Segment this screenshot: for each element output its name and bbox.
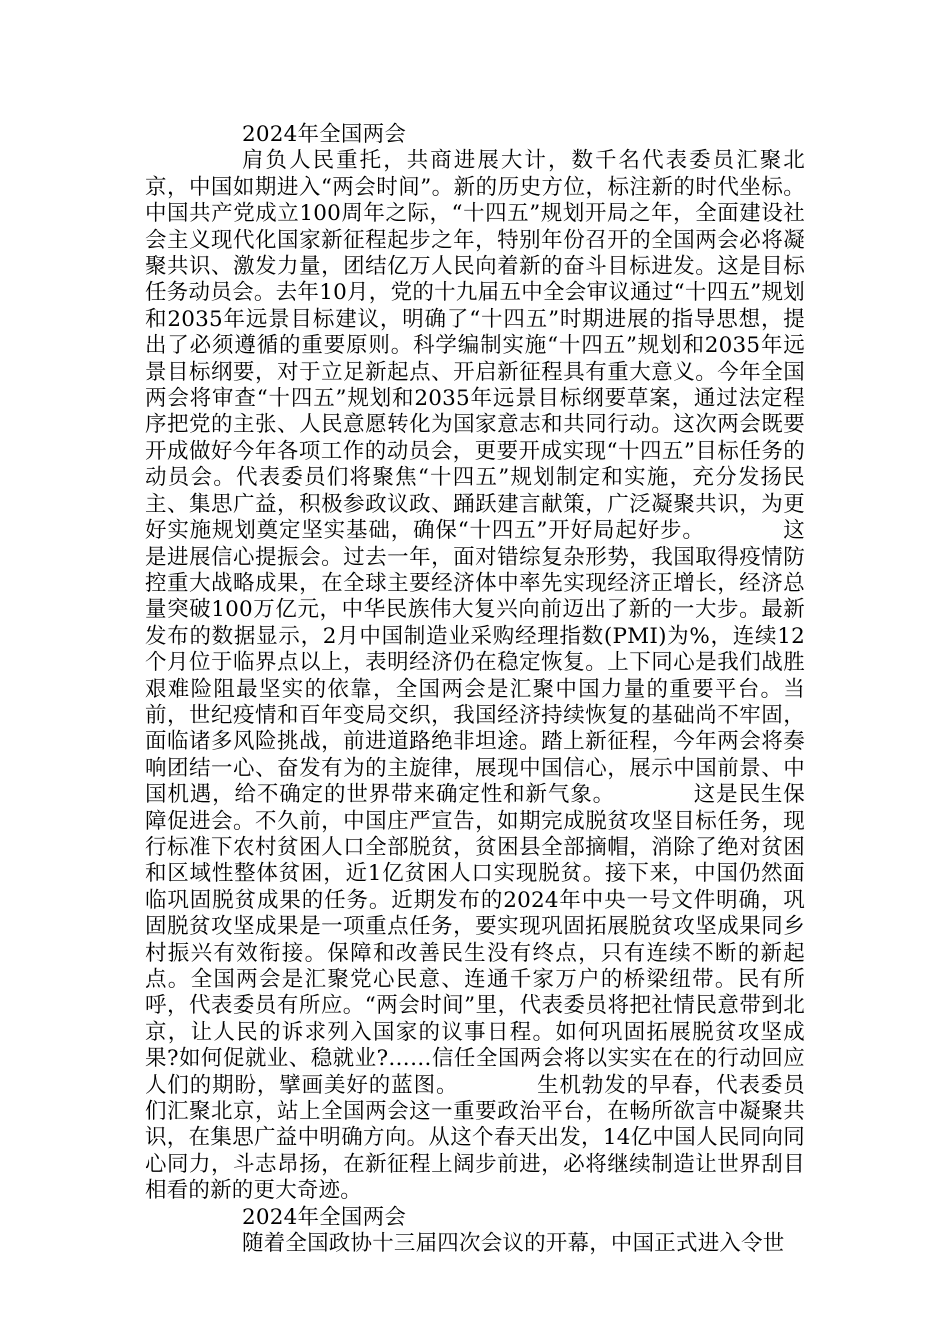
section-2-heading: 2024年全国两会 bbox=[242, 1204, 407, 1230]
section-1-heading: 2024年全国两会 bbox=[242, 122, 407, 147]
document-body bbox=[145, 122, 805, 1257]
section-1-paragraph: 肩负人民重托，共商进展大计，数千名代表委员汇聚北京，中国如期进入“两会时间”。新的历史方位，标注新的时代坐标。中国共产党成立100周年之际，“十四五”规划开局之年，全面建设社会主义现代化国家新征程起步之年，特别年份召开的全国两会必将凝聚共识、激发力量，团结亿万人民向着新的奋斗目标进发。这是目标任务动员会。去年10月，党的十九届五中全会审议通过“十四五”规划和2035年远景目标建议，明确了“十四五”时期进展的指导思想，提出了必须遵循的重要原则。科学编制实施“十四五”规划和2035年远景目标纲要，对于立足新起点、开启新征程具有重大意义。今年全国两会将审查“十四五”规划和2035年远景目标纲要草案，通过法定程序把党的主张、人民意愿转化为国家意志和共同行动。这次两会既要开成做好今年各项工作的动员会，更要开成实现“十四五”目标任务的动员会。代表委员们将聚焦“十四五”规划制定和实施，充分发扬民主、集思广益，积极参政议政、踊跃建言献策，广泛凝聚共识，为更好实施规划奠定坚实基础，确保“十四五”开好局起好步。 这是进展信心提振会。过去一年，面对错综复杂形势，我国取得疫情防控重大战略成果，在全球主要经济体中率先实现经济正增长，经济总量突破100万亿元，中华民族伟大复兴向前迈出了新的一大步。最新发布的数据显示，2月中国制造业采购经理指数(PMI)为%，连续12个月位于临界点以上，表明经济仍在稳定恢复。上下同心是我们战胜艰难险阻最坚实的依靠，全国两会是汇聚中国力量的重要平台。当前，世纪疫情和百年变局交织，我国经济持续恢复的基础尚不牢固，面临诸多风险挑战，前进道路绝非坦途。踏上新征程，今年两会将奏响团结一心、奋发有为的主旋律，展现中国信心，展示中国前景、中国机遇，给不确定的世界带来确定性和新气象。 这是民生保障促进会。不久前，中国庄严宣告，如期完成脱贫攻坚目标任务，现行标准下农村贫困人口全部脱贫，贫困县全部摘帽，消除了绝对贫困和区域性整体贫困，近1亿贫困人口实现脱贫。接下来，中国仍然面临巩固脱贫成果的任务。近期发布的2024年中央一号文件明确，巩固脱贫攻坚成果是一项重点任务，要实现巩固拓展脱贫攻坚成果同乡村振兴有效衔接。保障和改善民生没有终点，只有连续不断的新起点。全国两会是汇聚党心民意、连通千家万户的桥梁纽带。民有所呼，代表委员有所应。“两会时间”里，代表委员将把社情民意带到北京，让人民的诉求列入国家的议事日程。如何巩固拓展脱贫攻坚成果?如何促就业、稳就业?……信任全国两会将以实实在在的行动回应人们的期盼，擘画美好的蓝图。 生机勃发的早春，代表委员们汇聚北京，站上全国两会这一重要政治平台，在畅所欲言中凝聚共识，在集思广益中明确方向。从这个春天出发，14亿中国人民同向同心同力，斗志昂扬，在新征程上阔步前进，必将继续制造让世界刮目相看的新的更大奇迹。 bbox=[145, 148, 805, 1204]
section-2-paragraph: 随着全国政协十三届四次会议的开幕，中国正式进入令世 bbox=[242, 1231, 785, 1257]
